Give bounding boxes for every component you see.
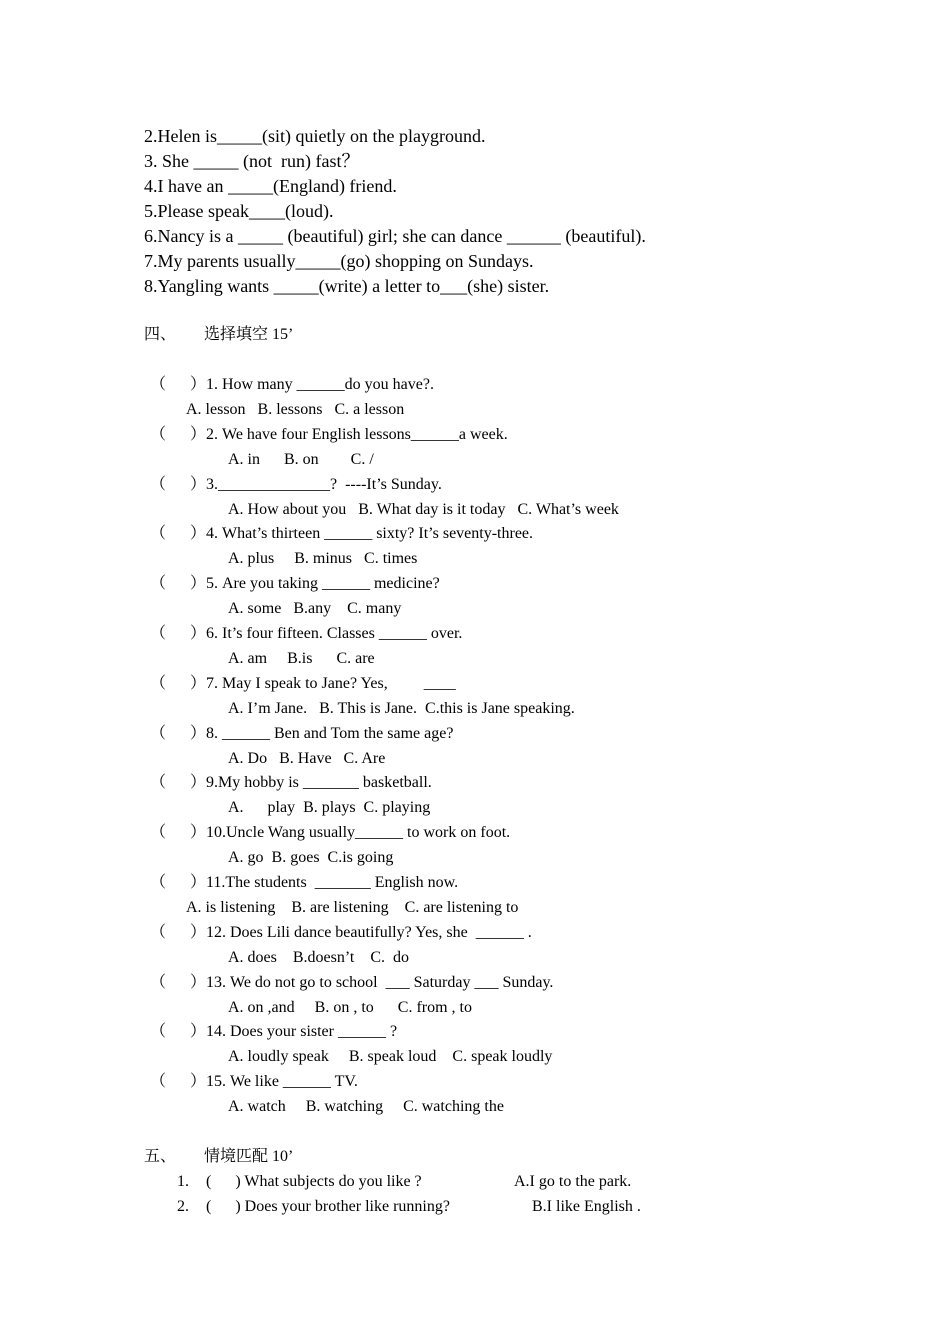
match-number: 1. xyxy=(177,1173,189,1190)
question-item: （ ）14. Does your sister ______ ? xyxy=(150,1023,398,1041)
fill-in-item: 2.Helen is_____(sit) quietly on the playground. xyxy=(144,126,486,146)
question-item: （ ）12. Does Lili dance beautifully? Yes, she ______ . xyxy=(150,923,532,941)
section-4-heading: 四、 选择填空 15’ xyxy=(144,326,294,343)
question-item: （ ）3.______________? ----It’s Sunday. xyxy=(150,475,442,493)
question-item: （ ）11.The students _______ English now. xyxy=(150,874,459,891)
question-item: （ ）7. May I speak to Jane? Yes, ____ xyxy=(150,674,456,692)
question-options: A. watch B. watching C. watching the xyxy=(228,1098,504,1116)
question-options: A. plus B. minus C. times xyxy=(228,550,418,568)
question-item: （ ）2. We have four English lessons______a week. xyxy=(150,425,508,443)
match-answer: B.I like English . xyxy=(532,1198,641,1215)
question-options: A. Do B. Have C. Are xyxy=(228,749,386,767)
question-options: A. play B. plays C. playing xyxy=(228,799,431,817)
section-5-heading: 五、 情境匹配 10’ xyxy=(144,1148,294,1165)
question-item: （ ）1. How many ______do you have?. xyxy=(150,376,434,393)
match-question: ( ) Does your brother like running? xyxy=(206,1198,450,1215)
question-item: （ ）13. We do not go to school ___ Saturday ___ Sunday. xyxy=(150,973,554,991)
question-options: A. some B.any C. many xyxy=(228,600,402,618)
question-options: A. loudly speak B. speak loud C. speak loudly xyxy=(228,1048,553,1066)
question-options: A. How about you B. What day is it today C. What’s week xyxy=(228,500,619,518)
question-options: A. is listening B. are listening C. are listening to xyxy=(186,899,519,916)
fill-in-item: 6.Nancy is a _____ (beautiful) girl; she can dance ______ (beautiful). xyxy=(144,226,646,246)
question-options: A. I’m Jane. B. This is Jane. C.this is Jane speaking. xyxy=(228,699,575,717)
question-options: A. go B. goes C.is going xyxy=(228,849,394,867)
fill-in-item: 7.My parents usually_____(go) shopping on Sundays. xyxy=(144,251,534,271)
question-options: A. am B.is C. are xyxy=(228,650,375,667)
match-number: 2. xyxy=(177,1198,189,1215)
fill-in-item: 5.Please speak____(loud). xyxy=(144,201,334,221)
question-options: A. in B. on C. / xyxy=(228,450,374,468)
fill-in-item: 3. She _____ (not run) fast？ xyxy=(144,151,360,171)
match-answer: A.I go to the park. xyxy=(514,1173,632,1190)
question-item: （ ）8. ______ Ben and Tom the same age? xyxy=(150,724,454,742)
question-item: （ ）4. What’s thirteen ______ sixty? It’s seventy-three. xyxy=(150,525,534,543)
question-item: （ ）5. Are you taking ______ medicine? xyxy=(150,575,440,593)
fill-in-item: 4.I have an _____(England) friend. xyxy=(144,176,397,196)
fill-in-item: 8.Yangling wants _____(write) a letter to___(she) sister. xyxy=(144,276,550,296)
question-options: A. on ,and B. on , to C. from , to xyxy=(228,998,472,1016)
match-question: ( ) What subjects do you like ? xyxy=(206,1173,422,1190)
question-options: A. does B.doesn’t C. do xyxy=(228,948,410,966)
question-item: （ ）15. We like ______ TV. xyxy=(150,1073,358,1091)
question-item: （ ）6. It’s four fifteen. Classes ______ over. xyxy=(150,625,463,642)
question-item: （ ）9.My hobby is _______ basketball. xyxy=(150,774,432,792)
question-item: （ ）10.Uncle Wang usually______ to work on foot. xyxy=(150,824,511,842)
question-options: A. lesson B. lessons C. a lesson xyxy=(186,401,405,418)
